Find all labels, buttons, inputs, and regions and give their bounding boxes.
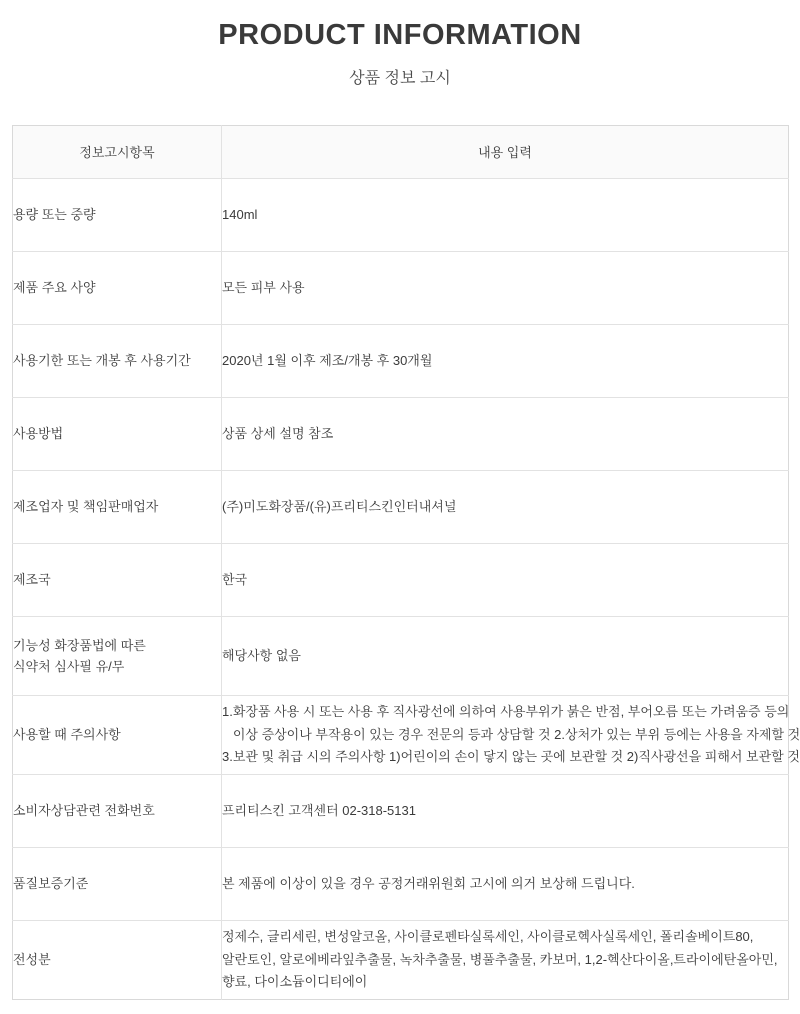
page-title: PRODUCT INFORMATION [218, 19, 582, 51]
row-value [222, 695, 800, 774]
row-value-line: 모든 피부 사용 [222, 279, 305, 295]
row-label-line: 사용할 때 주의사항 [13, 727, 121, 743]
row-value [222, 178, 789, 251]
table-header-item: 정보고시항목 [13, 125, 222, 178]
row-label-line: 기능성 화장품법에 따른 [13, 637, 146, 653]
table-row [13, 774, 789, 847]
row-label-line: 제조업자 및 책임판매업자 [13, 499, 159, 515]
row-label-line: 품질보증기준 [13, 876, 89, 892]
row-value [222, 470, 789, 543]
row-label [13, 470, 222, 543]
row-value-line: 향료, 다이소듐이디티에이 [222, 974, 368, 990]
row-label [13, 616, 222, 695]
table-row [13, 470, 789, 543]
product-info-table [12, 125, 800, 1000]
row-value-line: 정제수, 글리세린, 변성알코올, 사이클로펜타실록세인, 사이클로헥사실록세인, 폴리솔베이트80, [222, 928, 754, 944]
row-value-line: 3.보관 및 취급 시의 주의사항 1)어린이의 손이 닿지 않는 곳에 보관할 것 2)직사광선을 피해서 보관할 것 [222, 749, 800, 765]
row-label-line: 사용기한 또는 개봉 후 사용기간 [13, 353, 191, 369]
row-label [13, 178, 222, 251]
table-row [13, 695, 789, 774]
row-label [13, 543, 222, 616]
row-label [13, 920, 222, 999]
row-label [13, 251, 222, 324]
row-label-line: 전성분 [13, 952, 51, 968]
table-row [13, 616, 789, 695]
row-value-line: 본 제품에 이상이 있을 경우 공정거래위원회 고시에 의거 보상해 드립니다. [222, 875, 635, 891]
row-value-line: 이상 증상이나 부작용이 있는 경우 전문의 등과 상담할 것 2.상처가 있는 부위 등에는 사용을 자제할 것 [222, 726, 800, 742]
table-row [13, 178, 789, 251]
row-label [13, 324, 222, 397]
table-row [13, 324, 789, 397]
row-label-line: 제조국 [13, 572, 51, 588]
table-row [13, 397, 789, 470]
row-value [222, 251, 789, 324]
row-value [222, 543, 789, 616]
row-label-line: 식약처 심사필 유/무 [13, 658, 125, 674]
table-row [13, 920, 789, 999]
row-label-line: 사용방법 [13, 426, 64, 442]
row-label-line: 제품 주요 사양 [13, 280, 96, 296]
row-value-line: 프리티스킨 고객센터 02-318-5131 [222, 802, 416, 818]
row-value-line: 1.화장품 사용 시 또는 사용 후 직사광선에 의하여 사용부위가 붉은 반점, 부어오름 또는 가려움증 등의 [222, 703, 790, 719]
row-label [13, 397, 222, 470]
row-value-line: 2020년 1월 이후 제조/개봉 후 30개월 [222, 352, 433, 368]
row-label [13, 695, 222, 774]
row-label [13, 774, 222, 847]
row-value [222, 847, 789, 920]
table-header-row [13, 125, 789, 178]
row-value-line: 상품 상세 설명 참조 [222, 425, 334, 441]
row-value-line: (주)미도화장품/(유)프리티스킨인터내셔널 [222, 498, 457, 514]
table-row [13, 251, 789, 324]
page-header [0, 0, 800, 88]
row-value [222, 324, 789, 397]
row-value-line: 해당사항 없음 [222, 647, 301, 663]
row-value [222, 616, 789, 695]
row-label-line: 용량 또는 중량 [13, 207, 96, 223]
product-info-table-wrapper [12, 125, 800, 1000]
page-subtitle: 상품 정보 고시 [349, 69, 451, 87]
row-value-line: 한국 [222, 571, 248, 587]
row-value [222, 920, 789, 999]
row-value-line: 140ml [222, 206, 258, 222]
row-value [222, 397, 789, 470]
table-row [13, 543, 789, 616]
row-value-line: 알란토인, 알로에베라잎추출물, 녹차추출물, 병풀추출물, 카보머, 1,2-헥산다이올,트라이에탄올아민, [222, 951, 778, 967]
table-row [13, 847, 789, 920]
row-label-line: 소비자상담관련 전화번호 [13, 803, 155, 819]
row-value [222, 774, 789, 847]
row-label [13, 847, 222, 920]
table-header-content: 내용 입력 [222, 125, 789, 178]
table-body [13, 178, 800, 999]
